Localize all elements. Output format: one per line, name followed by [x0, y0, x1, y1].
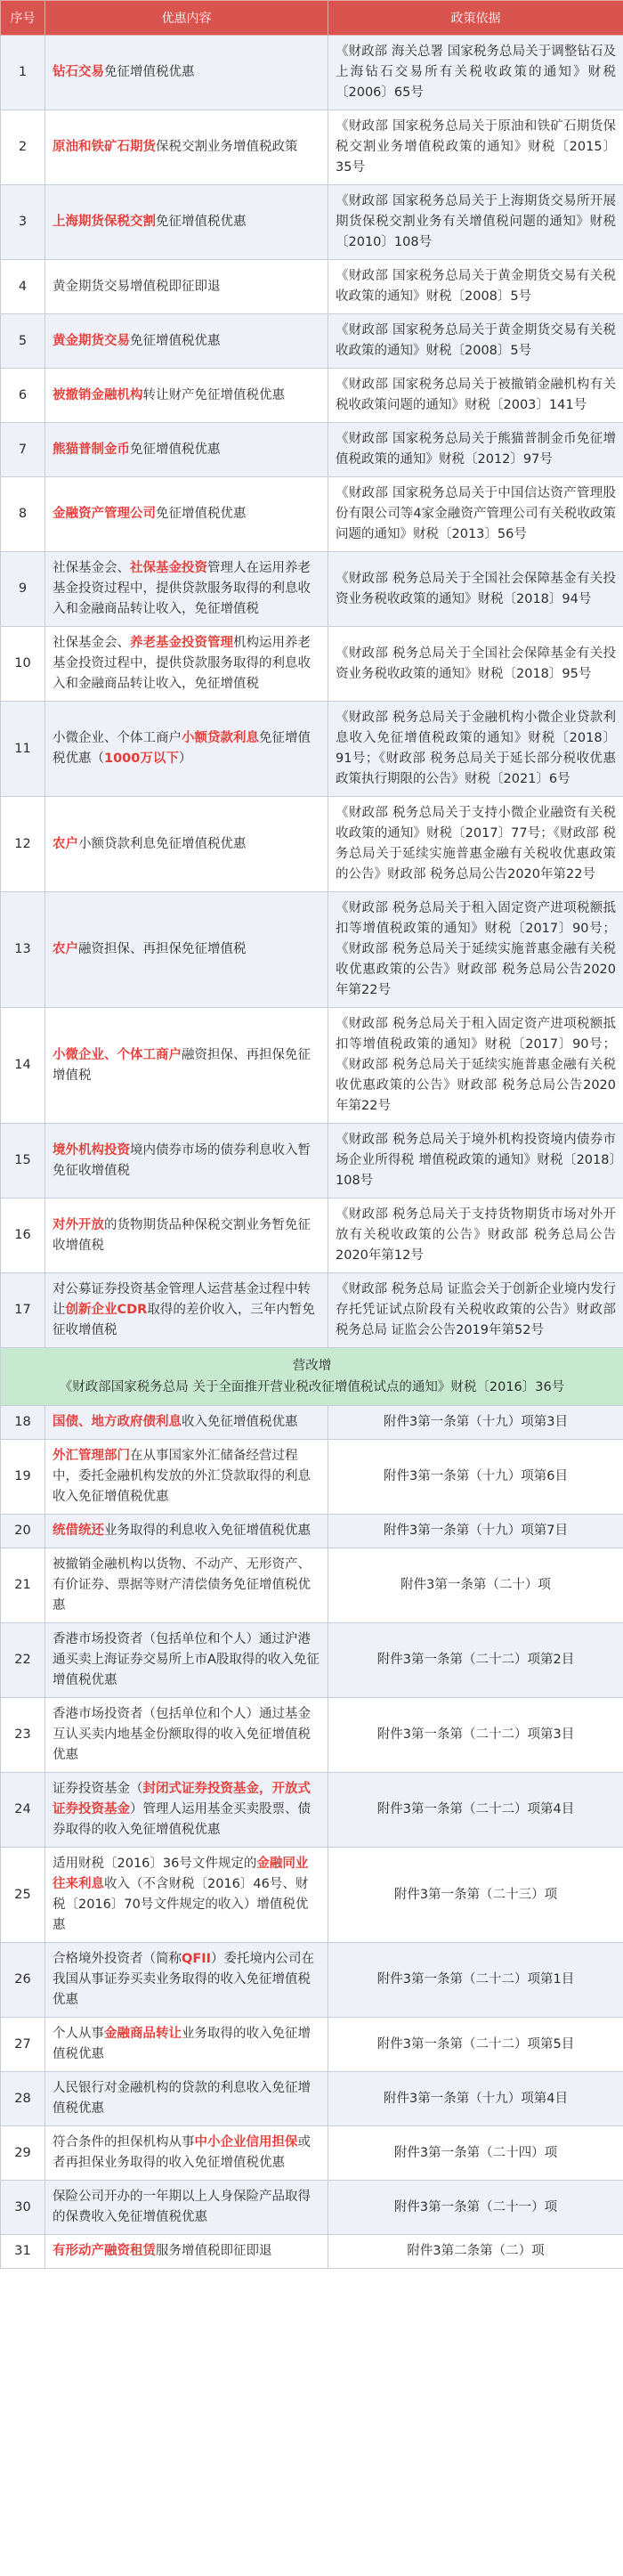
- content-text: 黄金期货交易增值税即征即退: [53, 279, 221, 294]
- row-number: 26: [1, 1943, 45, 2018]
- highlighted-text: 金融同业往来利息: [53, 1857, 309, 1891]
- policy-basis: 附件3第一条第（二十四）项: [328, 2126, 623, 2181]
- table-row: [1, 2126, 623, 2181]
- highlighted-text: 对外开放: [53, 1217, 104, 1232]
- row-number: 1: [1, 36, 45, 110]
- row-number: 7: [1, 423, 45, 477]
- policy-basis: 附件3第一条第（二十二）项第5目: [328, 2018, 623, 2072]
- preference-content: [45, 2018, 328, 2072]
- policy-basis: 附件3第一条第（十九）项第6目: [328, 1440, 623, 1515]
- highlighted-text: 有形动产融资租赁: [53, 2244, 156, 2258]
- content-text: 合格境外投资者（简称: [53, 1952, 182, 1966]
- row-number: 5: [1, 314, 45, 369]
- highlighted-text: 1000万以下: [104, 752, 179, 766]
- preference-content: [45, 1199, 328, 1273]
- table-row: [1, 1623, 623, 1698]
- section-row: [1, 1348, 623, 1406]
- content-text: ）: [178, 752, 192, 766]
- content-text: 符合条件的担保机构从事: [53, 2135, 195, 2149]
- content-text: 社保基金会、: [53, 561, 130, 575]
- content-text: 香港市场投资者（包括单位和个人）通过基金互认买卖内地基金份额取得的收入免征增值税优惠: [53, 1707, 311, 1762]
- content-text: 保税交割业务增值税政策: [156, 140, 298, 154]
- table-row: [1, 1440, 623, 1515]
- header-no: 序号: [1, 1, 45, 36]
- highlighted-text: 养老基金投资管理: [130, 636, 233, 650]
- table-row: [1, 1124, 623, 1199]
- row-number: 10: [1, 627, 45, 702]
- highlighted-text: QFII: [182, 1952, 212, 1966]
- table-row: [1, 423, 623, 477]
- content-text: 小微企业、个体工商户: [53, 731, 182, 745]
- policy-basis: 附件3第二条第（二）项: [328, 2235, 623, 2269]
- policy-basis: 《财政部 税务总局关于租入固定资产进项税额抵扣等增值税政策的通知》财税〔2017〕90号；《财政部 税务总局关于延续实施普惠金融有关税收优惠政策的公告》财政部 税务总局公告2020年第22号: [328, 892, 623, 1008]
- highlighted-text: 境外机构投资: [53, 1142, 130, 1158]
- highlighted-text: 农户: [53, 836, 78, 851]
- preference-content: [45, 1773, 328, 1848]
- row-number: 2: [1, 110, 45, 185]
- preference-content: [45, 2072, 328, 2126]
- content-text: 的货物期货品种保税交割业务暂免征收增值税: [53, 1217, 311, 1253]
- table-row: [1, 36, 623, 110]
- row-number: 8: [1, 477, 45, 552]
- highlighted-text: 钻石交易: [53, 65, 104, 79]
- table-row: [1, 1406, 623, 1440]
- preference-content: [45, 1943, 328, 2018]
- policy-basis: 附件3第一条第（十九）项第7目: [328, 1515, 623, 1548]
- policy-basis: 《财政部 税务总局关于支持货物期货市场对外开放有关税收政策的公告》财政部 税务总局公告2020年第12号: [328, 1199, 623, 1273]
- content-text: 被撤销金融机构以货物、不动产、无形资产、有价证券、票据等财产清偿债务免征增值税优惠: [53, 1557, 311, 1613]
- preference-content: [45, 423, 328, 477]
- table-body-part1: [1, 36, 623, 1348]
- highlighted-text: 创新企业CDR: [65, 1303, 148, 1317]
- preference-content: [45, 314, 328, 369]
- row-number: 28: [1, 2072, 45, 2126]
- highlighted-text: 原油和铁矿石期货: [53, 140, 156, 154]
- row-number: 27: [1, 2018, 45, 2072]
- table-row: [1, 369, 623, 423]
- header-item: 优惠内容: [45, 1, 328, 36]
- highlighted-text: 上海期货保税交割: [53, 215, 156, 229]
- policy-basis: 附件3第一条第（十九）项第3目: [328, 1406, 623, 1440]
- table-row: [1, 627, 623, 702]
- table-row: [1, 1773, 623, 1848]
- preference-content: [45, 260, 328, 314]
- row-number: 6: [1, 369, 45, 423]
- row-number: 16: [1, 1199, 45, 1273]
- preference-content: [45, 36, 328, 110]
- content-text: 业务取得的利息收入免征增值税优惠: [104, 1524, 311, 1538]
- row-number: 29: [1, 2126, 45, 2181]
- table-row: [1, 702, 623, 797]
- table-row: [1, 260, 623, 314]
- table-row: [1, 1199, 623, 1273]
- table-row: [1, 797, 623, 892]
- content-text: 境内债券市场的债券利息收入暂免征收增值税: [53, 1142, 311, 1178]
- highlighted-text: 外汇管理部门: [53, 1449, 130, 1463]
- preference-content: [45, 1515, 328, 1548]
- content-text: 免征增值税优惠: [156, 507, 247, 521]
- content-text: 业务取得的收入免征增值税优惠: [53, 2027, 311, 2061]
- table-row: [1, 477, 623, 552]
- highlighted-text: 国债、地方政府债利息: [53, 1415, 182, 1429]
- row-number: 24: [1, 1773, 45, 1848]
- table-row: [1, 1515, 623, 1548]
- preference-content: [45, 1124, 328, 1199]
- table-row: [1, 552, 623, 627]
- row-number: 30: [1, 2181, 45, 2235]
- content-text: 服务增值税即征即退: [156, 2244, 272, 2258]
- table-row: [1, 2181, 623, 2235]
- content-text: 融资担保、再担保免征增值税: [78, 942, 247, 956]
- row-number: 13: [1, 892, 45, 1008]
- content-text: 香港市场投资者（包括单位和个人）通过沪港通买卖上海证券交易所上市A股取得的收入免征增值税优惠: [53, 1632, 320, 1687]
- preference-content: [45, 892, 328, 1008]
- section-title: 营改增: [292, 1359, 332, 1373]
- table-row: [1, 2018, 623, 2072]
- highlighted-text: 农户: [53, 942, 78, 956]
- table-row: [1, 185, 623, 260]
- table-row: [1, 1943, 623, 2018]
- highlighted-text: 社保基金投资: [130, 561, 207, 575]
- table-body-part2: [1, 1406, 623, 2269]
- policy-basis: 《财政部 税务总局关于支持小微企业融资有关税收政策的通知》财税〔2017〕77号；《财政部 税务总局关于延续实施普惠金融有关税收优惠政策的公告》财政部 税务总局公告2020年第22号: [328, 797, 623, 892]
- table-row: [1, 314, 623, 369]
- row-number: 3: [1, 185, 45, 260]
- policy-basis: 《财政部 税务总局关于租入固定资产进项税额抵扣等增值税政策的通知》财税〔2017〕90号；《财政部 税务总局关于延续实施普惠金融有关税收优惠政策的公告》财政部 税务总局公告2020年第22号: [328, 1008, 623, 1124]
- content-text: ）委托境内公司在我国从事证券买卖业务取得的收入免征增值税优惠: [53, 1952, 315, 2007]
- row-number: 25: [1, 1848, 45, 1943]
- table-row: [1, 1273, 623, 1348]
- section-header: [1, 1348, 623, 1406]
- content-text: 免征增值税优惠: [104, 65, 195, 79]
- preference-content: [45, 369, 328, 423]
- content-text: 免征增值税优惠: [130, 442, 221, 457]
- preference-content: [45, 1008, 328, 1124]
- policy-basis: 《财政部 国家税务总局关于原油和铁矿石期货保税交割业务增值税政策的通知》财税〔2015〕35号: [328, 110, 623, 185]
- content-text: ）管理人运用基金买卖股票、债券取得的收入免征增值税优惠: [53, 1802, 311, 1837]
- policy-basis: 附件3第一条第（二十三）项: [328, 1848, 623, 1943]
- highlighted-text: 中小企业信用担保: [194, 2135, 298, 2149]
- content-text: 证券投资基金（: [53, 1782, 143, 1796]
- row-number: 19: [1, 1440, 45, 1515]
- preference-content: [45, 552, 328, 627]
- table-row: [1, 1848, 623, 1943]
- policy-basis: 《财政部 国家税务总局关于黄金期货交易有关税收政策的通知》财税〔2008〕5号: [328, 314, 623, 369]
- table-row: [1, 110, 623, 185]
- highlighted-text: 金融商品转让: [104, 2027, 182, 2041]
- policy-basis: 《财政部 税务总局关于全国社会保障基金有关投资业务税收政策的通知》财税〔2018〕94号: [328, 552, 623, 627]
- preference-content: [45, 1273, 328, 1348]
- highlighted-text: 封闭式证券投资基金，开放式证券投资基金: [53, 1782, 311, 1816]
- row-number: 11: [1, 702, 45, 797]
- section-subtitle: 《财政部国家税务总局 关于全面推开营业税改征增值税试点的通知》财税〔2016〕36号: [59, 1380, 565, 1394]
- preference-content: [45, 797, 328, 892]
- preference-content: [45, 702, 328, 797]
- row-number: 23: [1, 1698, 45, 1773]
- policy-basis: 《财政部 国家税务总局关于上海期货交易所开展期货保税交割业务有关增值税问题的通知》财税〔2010〕108号: [328, 185, 623, 260]
- preference-content: [45, 1548, 328, 1623]
- table-row: [1, 2235, 623, 2269]
- preference-content: [45, 110, 328, 185]
- content-text: 管理人在运用养老基金投资过程中，提供贷款服务取得的利息收入和金融商品转让收入，免征增值税: [53, 561, 311, 616]
- policy-basis: 附件3第一条第（二十一）项: [328, 2181, 623, 2235]
- policy-basis: 附件3第一条第（十九）项第4目: [328, 2072, 623, 2126]
- policy-basis: 附件3第一条第（二十二）项第3目: [328, 1698, 623, 1773]
- highlighted-text: 被撤销金融机构: [53, 387, 143, 402]
- highlighted-text: 小额贷款利息: [182, 731, 259, 745]
- preference-content: [45, 2235, 328, 2269]
- highlighted-text: 统借统还: [53, 1524, 104, 1538]
- preference-content: [45, 627, 328, 702]
- content-text: 保险公司开办的一年期以上人身保险产品取得的保费收入免征增值税优惠: [53, 2190, 311, 2224]
- policy-basis: 《财政部 税务总局关于金融机构小微企业贷款利息收入免征增值税政策的通知》财税〔2018〕91号；《财政部 税务总局关于延长部分税收优惠政策执行期限的公告》财税〔2021〕6号: [328, 702, 623, 797]
- preference-content: [45, 2181, 328, 2235]
- row-number: 31: [1, 2235, 45, 2269]
- content-text: 收入（不含财税〔2016〕46号、财税〔2016〕70号文件规定的收入）增值税优惠: [53, 1877, 309, 1932]
- policy-basis: 《财政部 税务总局关于全国社会保障基金有关投资业务税收政策的通知》财税〔2018〕95号: [328, 627, 623, 702]
- policy-basis: 附件3第一条第（二十）项: [328, 1548, 623, 1623]
- row-number: 18: [1, 1406, 45, 1440]
- row-number: 9: [1, 552, 45, 627]
- preference-content: [45, 185, 328, 260]
- preference-content: [45, 2126, 328, 2181]
- content-text: 机构运用养老基金投资过程中，提供贷款服务取得的利息收入和金融商品转让收入，免征增值税: [53, 636, 311, 691]
- content-text: 融资担保、再担保免征增值税: [53, 1047, 311, 1083]
- table-row: [1, 1698, 623, 1773]
- content-text: 适用财税〔2016〕36号文件规定的: [53, 1857, 257, 1871]
- policy-basis: 《财政部 国家税务总局关于黄金期货交易有关税收政策的通知》财税〔2008〕5号: [328, 260, 623, 314]
- content-text: 在从事国家外汇储备经营过程中，委托金融机构发放的外汇贷款取得的利息收入免征增值税优惠: [53, 1449, 311, 1504]
- policy-basis: 《财政部 国家税务总局关于中国信达资产管理股份有限公司等4家金融资产管理公司有关税收政策问题的通知》财税〔2013〕56号: [328, 477, 623, 552]
- highlighted-text: 黄金期货交易: [53, 333, 130, 348]
- row-number: 20: [1, 1515, 45, 1548]
- policy-basis: 《财政部 税务总局 证监会关于创新企业境内发行存托凭证试点阶段有关税收政策的公告》财政部 税务总局 证监会公告2019年第52号: [328, 1273, 623, 1348]
- content-text: 免征增值税优惠（: [53, 731, 311, 766]
- content-text: 对公募证券投资基金管理人运营基金过程中转让: [53, 1282, 311, 1317]
- row-number: 21: [1, 1548, 45, 1623]
- preference-content: [45, 1848, 328, 1943]
- table-row: [1, 1548, 623, 1623]
- preference-content: [45, 477, 328, 552]
- content-text: 收入免征增值税优惠: [182, 1415, 298, 1429]
- policy-basis: 《财政部 税务总局关于境外机构投资境内债券市场企业所得税 增值税政策的通知》财税〔2018〕108号: [328, 1124, 623, 1199]
- policy-basis: 《财政部 国家税务总局关于熊猫普制金币免征增值税政策的通知》财税〔2012〕97号: [328, 423, 623, 477]
- preference-content: [45, 1623, 328, 1698]
- table-row: [1, 892, 623, 1008]
- row-number: 17: [1, 1273, 45, 1348]
- policy-basis: 附件3第一条第（二十二）项第4目: [328, 1773, 623, 1848]
- content-text: 转让财产免征增值税优惠: [142, 387, 285, 402]
- highlighted-text: 熊猫普制金币: [53, 442, 130, 457]
- header-basis: 政策依据: [328, 1, 623, 36]
- content-text: 或者再担保业务取得的收入免征增值税优惠: [53, 2135, 311, 2170]
- row-number: 14: [1, 1008, 45, 1124]
- row-number: 12: [1, 797, 45, 892]
- policy-basis: 《财政部 国家税务总局关于被撤销金融机构有关税收政策问题的通知》财税〔2003〕141号: [328, 369, 623, 423]
- row-number: 4: [1, 260, 45, 314]
- table-row: [1, 2072, 623, 2126]
- preference-content: [45, 1406, 328, 1440]
- row-number: 15: [1, 1124, 45, 1199]
- content-text: 社保基金会、: [53, 636, 130, 650]
- highlighted-text: 小微企业、个体工商户: [53, 1047, 182, 1062]
- highlighted-text: 金融资产管理公司: [53, 507, 156, 521]
- content-text: 免征增值税优惠: [156, 215, 247, 229]
- policy-basis: 附件3第一条第（二十二）项第2目: [328, 1623, 623, 1698]
- preference-content: [45, 1440, 328, 1515]
- policy-basis: 附件3第一条第（二十二）项第1目: [328, 1943, 623, 2018]
- preference-content: [45, 1698, 328, 1773]
- content-text: 免征增值税优惠: [130, 333, 221, 348]
- row-number: 22: [1, 1623, 45, 1698]
- table-row: [1, 1008, 623, 1124]
- policy-basis: 《财政部 海关总署 国家税务总局关于调整钻石及上海钻石交易所有关税收政策的通知》财税〔2006〕65号: [328, 36, 623, 110]
- content-text: 人民银行对金融机构的贷款的利息收入免征增值税优惠: [53, 2081, 311, 2116]
- content-text: 小额贷款利息免征增值税优惠: [78, 836, 247, 851]
- content-text: 取得的差价收入，三年内暂免征收增值税: [53, 1303, 315, 1337]
- content-text: 个人从事: [53, 2027, 104, 2041]
- table-header-row: [1, 1, 623, 36]
